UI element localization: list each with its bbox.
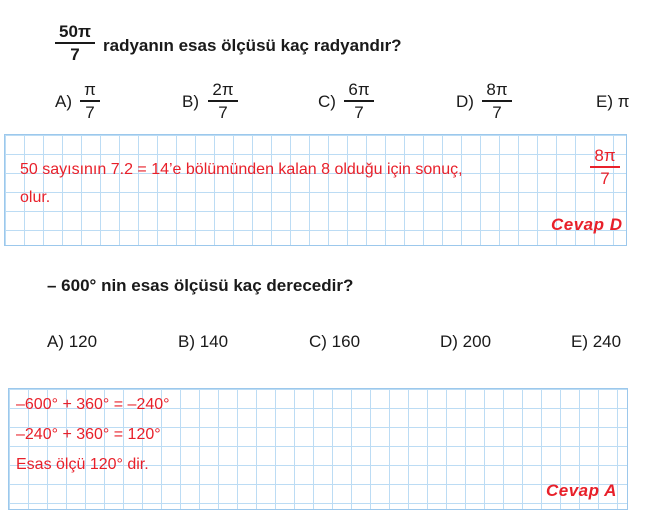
q1-solution-line1: 50 sayısının 7.2 = 14’e bölümünden kalan 8 olduğu için sonuç, (20, 161, 463, 178)
q2-option-a[interactable]: A) 120 (47, 332, 98, 351)
q2-option-b[interactable]: B) 140 (178, 332, 229, 351)
q1-solution-line2: olur. (20, 189, 51, 206)
fraction-bar (482, 100, 512, 102)
q2-answer: Cevap A (546, 481, 617, 500)
q1-option-d-fraction[interactable] (482, 80, 512, 122)
q1-option-d-den: 7 (492, 102, 502, 122)
q1-option-c-num: 6π (348, 80, 370, 99)
q2-option-d[interactable]: D) 200 (440, 332, 492, 351)
q2-option-c[interactable]: C) 160 (309, 332, 361, 351)
q1-option-b-fraction[interactable] (208, 80, 238, 122)
q1-solution-num: 8π (594, 146, 616, 165)
q1-option-d-num: 8π (486, 80, 508, 99)
q1-option-a-den: 7 (85, 102, 95, 122)
q1-option-b-label[interactable]: B) (182, 92, 199, 111)
q1-option-a-fraction[interactable] (80, 80, 100, 122)
q1-solution-grid (4, 134, 627, 246)
q1-question-text: radyanın esas ölçüsü kaç radyandır? (103, 36, 402, 55)
q2-question-text: – 600° nin esas ölçüsü kaç derecedir? (47, 276, 354, 295)
q1-stem-fraction (55, 22, 95, 64)
q1-option-b-num: 2π (212, 80, 234, 99)
q1-answer: Cevap D (551, 215, 623, 234)
q1-solution-den: 7 (600, 168, 610, 188)
q2-solution-line2: –240° + 360° = 120° (16, 426, 161, 443)
q1-option-b-den: 7 (218, 102, 228, 122)
fraction-bar (344, 100, 374, 102)
q1-option-c-label[interactable]: C) (318, 92, 336, 111)
fraction-bar (55, 42, 95, 44)
q1-stem-numerator: 50π (59, 22, 91, 41)
fraction-bar (208, 100, 238, 102)
q1-option-d-label[interactable]: D) (456, 92, 474, 111)
q1-stem-denominator: 7 (70, 44, 80, 64)
fraction-bar (590, 166, 620, 168)
q2-solution-line3: Esas ölçü 120° dir. (16, 456, 149, 473)
fraction-bar (80, 100, 100, 102)
q1-option-c-den: 7 (354, 102, 364, 122)
q1-option-a-label[interactable]: A) (55, 92, 72, 111)
q1-option-a-num: π (84, 80, 96, 99)
q1-option-c-fraction[interactable] (344, 80, 374, 122)
q1-option-e[interactable]: E) π (596, 92, 630, 111)
q2-option-e[interactable]: E) 240 (571, 332, 622, 351)
q2-solution-line1: –600° + 360° = –240° (16, 396, 170, 413)
q1-solution-fraction (590, 146, 620, 188)
